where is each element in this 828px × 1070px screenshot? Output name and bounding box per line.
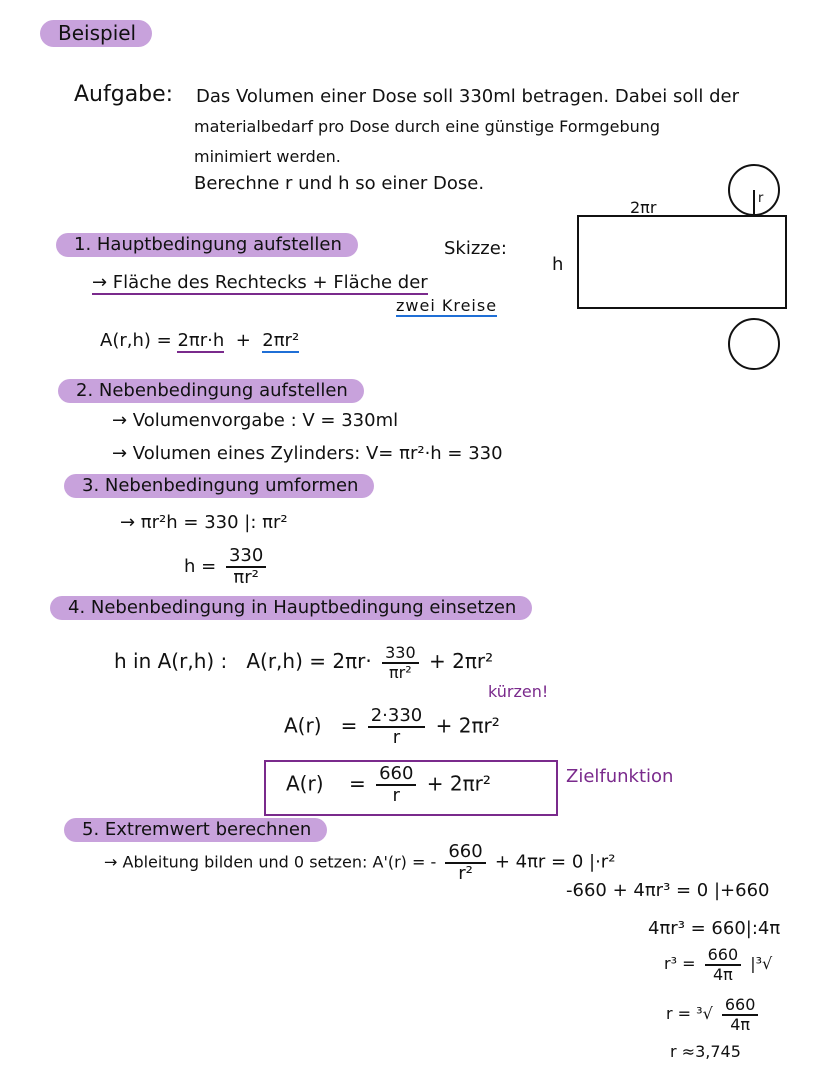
step2-heading: 2. Nebenbedingung aufstellen [58,379,364,403]
step5-line-5: r = ³√ $\frac{660}{4\pi}$ [666,996,762,1033]
step3-line-1: → πr²h = 330 |: πr² [120,512,288,533]
step5-result: r ≈3,745 [670,1042,741,1061]
step2-line-1: → Volumenvorgabe : V = 330ml [112,410,399,431]
step5-line-4: r³ = $\frac{660}{4\pi}$ |³√ [664,945,773,984]
task-label: Aufgabe: [74,82,174,107]
task-line-1: Das Volumen einer Dose soll 330ml betragen. Dabei soll der [196,86,739,107]
sketch-drawing [570,160,800,380]
step4-line-2: A(r) = $\frac{2\cdot 330}{r}$ + 2πr² [284,705,500,748]
step1-line-1 [92,272,428,293]
step5-heading: 5. Extremwert berechnen [64,818,327,842]
step4-fraction-1: $\frac{330}{\text{πr²}}$ [382,644,419,681]
step2-line-2: → Volumen eines Zylinders: V= πr²·h = 330 [112,443,503,464]
page-title: Beispiel [40,20,152,47]
step1-formula: A(r,h) = 2πr·h + 2πr² [100,330,300,351]
step1-heading: 1. Hauptbedingung aufstellen [56,233,358,257]
step3-fraction: $\frac{330}{\text{πr²}}$ [226,546,266,588]
rectangle-shape [578,216,786,308]
step3-h-formula: h = $\frac{330}{\text{πr²}}$ [184,546,270,588]
step1-line-1b: zwei Kreise [396,296,498,315]
step5-line-3: 4πr³ = 660|:4π [648,918,781,939]
step4-line-1: h in A(r,h) : A(r,h) = 2πr· $\frac{330}{\text{πr²}}$ + 2πr² [114,643,494,682]
sketch-side-label: h [552,254,564,275]
step4-heading: 4. Nebenbedingung in Hauptbedingung einsetzen [50,596,532,620]
task-line-2: materialbedarf pro Dose durch eine günstige Formgebung [194,117,661,136]
step5-line-2: -660 + 4πr³ = 0 |+660 [566,880,770,901]
step5-line-1: → Ableitung bilden und 0 setzen: A'(r) = - $\frac{660}{\text{r²}}$ + 4πr = 0 |·r² [104,841,616,884]
target-function-label: Zielfunktion [566,766,674,787]
step3-heading: 3. Nebenbedingung umformen [64,474,374,498]
step5-fraction-4: $\frac{660}{4\pi}$ [705,946,742,983]
step5-fraction-1: $\frac{660}{\text{r²}}$ [445,842,485,884]
step4-fraction-2: $\frac{2\cdot 330}{r}$ [368,706,426,748]
task-line-4: Berechne r und h so einer Dose. [194,173,485,194]
target-function-fraction: $\frac{660}{r}$ [376,764,416,806]
sketch-circle-label: r [758,191,764,206]
step5-fraction-5: $\frac{660}{4\pi}$ [722,996,759,1033]
sketch-label: Skizze: [444,238,507,259]
bottom-circle-shape [729,319,779,369]
target-function-formula: A(r) = $\frac{660}{r}$ + 2πr² [286,763,491,806]
step1-text-purple: → Fläche des Rechtecks + Fläche der [92,272,428,293]
task-line-3: minimiert werden. [194,147,341,166]
sketch-top-label: 2πr [630,198,657,217]
step4-note: kürzen! [488,682,549,701]
